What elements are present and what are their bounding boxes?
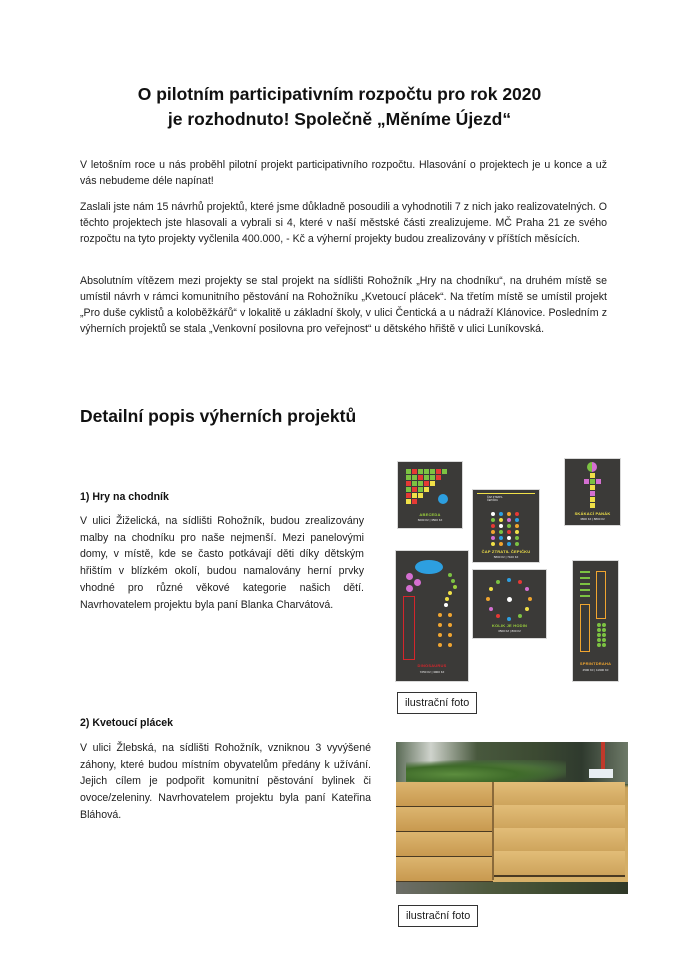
card-price: 6000 Kč | 3500 Kč <box>417 518 443 522</box>
card-price: 3500 Kč | 800 Kč <box>498 629 521 633</box>
card-label: DINOSAURUS <box>417 663 447 668</box>
project-1-image-caption: ilustrační foto <box>397 692 477 714</box>
document-title <box>60 82 619 132</box>
game-card-cap: ČAP ZTRATIL ČEPIČKU ČAP ZTRATIL ČEPIČKU 5800 Kč | 7100 Kč <box>472 489 540 563</box>
title-line-2: je rozhodnuto! Společně „Měníme Újezd“ <box>167 109 512 129</box>
game-card-dinosaurus <box>395 550 469 682</box>
project-1-heading: 1) Hry na chodník <box>80 491 169 503</box>
section-heading: Detailní popis výherních projektů <box>80 406 357 426</box>
card-price: 3800 Kč | 8800 Kč <box>580 517 605 521</box>
title-line-1: O pilotním participativním rozpočtu pro rok 2020 <box>137 84 542 104</box>
card-price: 5800 Kč | 7100 Kč <box>493 555 519 559</box>
game-card-sprintdraha <box>572 560 619 682</box>
project-2-text: V ulici Žlebská, na sídlišti Rohožník, vzniknou 3 vyvýšené záhony, které budou místním obyvatelům předány k užívání. Jejich cílem je podpořit komunitní pěstování bylinek či ovoce/zeleniny. Navrhovatelem projektu byla paní Kateřina Bláhová. <box>80 742 371 821</box>
game-card-abeceda <box>397 461 463 529</box>
card-label: ČAP ZTRATIL ČEPIČKU <box>481 549 531 554</box>
game-card-panak <box>564 458 621 526</box>
card-label: ABECEDA <box>419 512 441 517</box>
project-2-image-caption: ilustrační foto <box>398 905 478 927</box>
intro-paragraph-2: Zaslali jste nám 15 návrhů projektů, které jsme důkladně posoudili a vyhodnotili 7 z nich jako realizovatelných. O těchto projektech jste hlasovali a vybrali si 4, které v naší městské části zrealizujeme. MČ Praha 21 ze svého rozpočtu na tyto projekty vyčlenila 400.000, - Kč a výherní projekty budou zrealizovány v příštích měsících. <box>80 201 607 245</box>
project-1-text: V ulici Žiželická, na sídlišti Rohožník, budou zrealizovány malby na chodníku pro naše nejmenší. Mezi panelovými domy, v místě, kde se často potkávají děti díky dětským hřištím v blízkém okolí, budou namalovány herní prvky vhodné pro různé věkové kategorie našich dětí. Navrhovatelem projektu byla paní Blanka Charvátová. <box>80 515 364 611</box>
project-1-illustration <box>392 452 628 684</box>
intro-paragraph-3: Absolutním vítězem mezi projekty se stal projekt na sídlišti Rohožník „Hry na chodníku“, na druhém místě se umístil návrh v rámci komunitního pěstování na Rohožníku „Kvetoucí plácek“. Na třetím místě se umístil projekt „Pro duše cyklistů a koloběžkářů“ v lokalitě u základní školy, v ulici Čentická a u nádraží Klánovice. Posledním z výherních projektů se stala „Venkovní posilovna pro veřejnost“ u dětského hřiště v ulici Luníkovská. <box>80 275 607 335</box>
card-label: SKÁKACÍ PANÁK <box>574 511 611 516</box>
intro-paragraph-1: V letošním roce u nás proběhl pilotní projekt participativního rozpočtu. Hlasování o projektech je u konce a už vás nebudeme déle napínat! <box>80 159 607 187</box>
card-label: KOLIK JE HODIN <box>491 623 528 628</box>
project-2-heading: 2) Kvetoucí plácek <box>80 717 174 729</box>
game-card-hodiny <box>472 569 547 639</box>
card-price: 4500 Kč | 11900 Kč <box>582 668 609 672</box>
card-label: SPRINTDRAHA <box>579 661 612 666</box>
project-2-photo <box>396 742 628 894</box>
card-price: 7250 Kč | 3900 Kč <box>419 670 445 674</box>
recycle-icon <box>438 494 448 504</box>
